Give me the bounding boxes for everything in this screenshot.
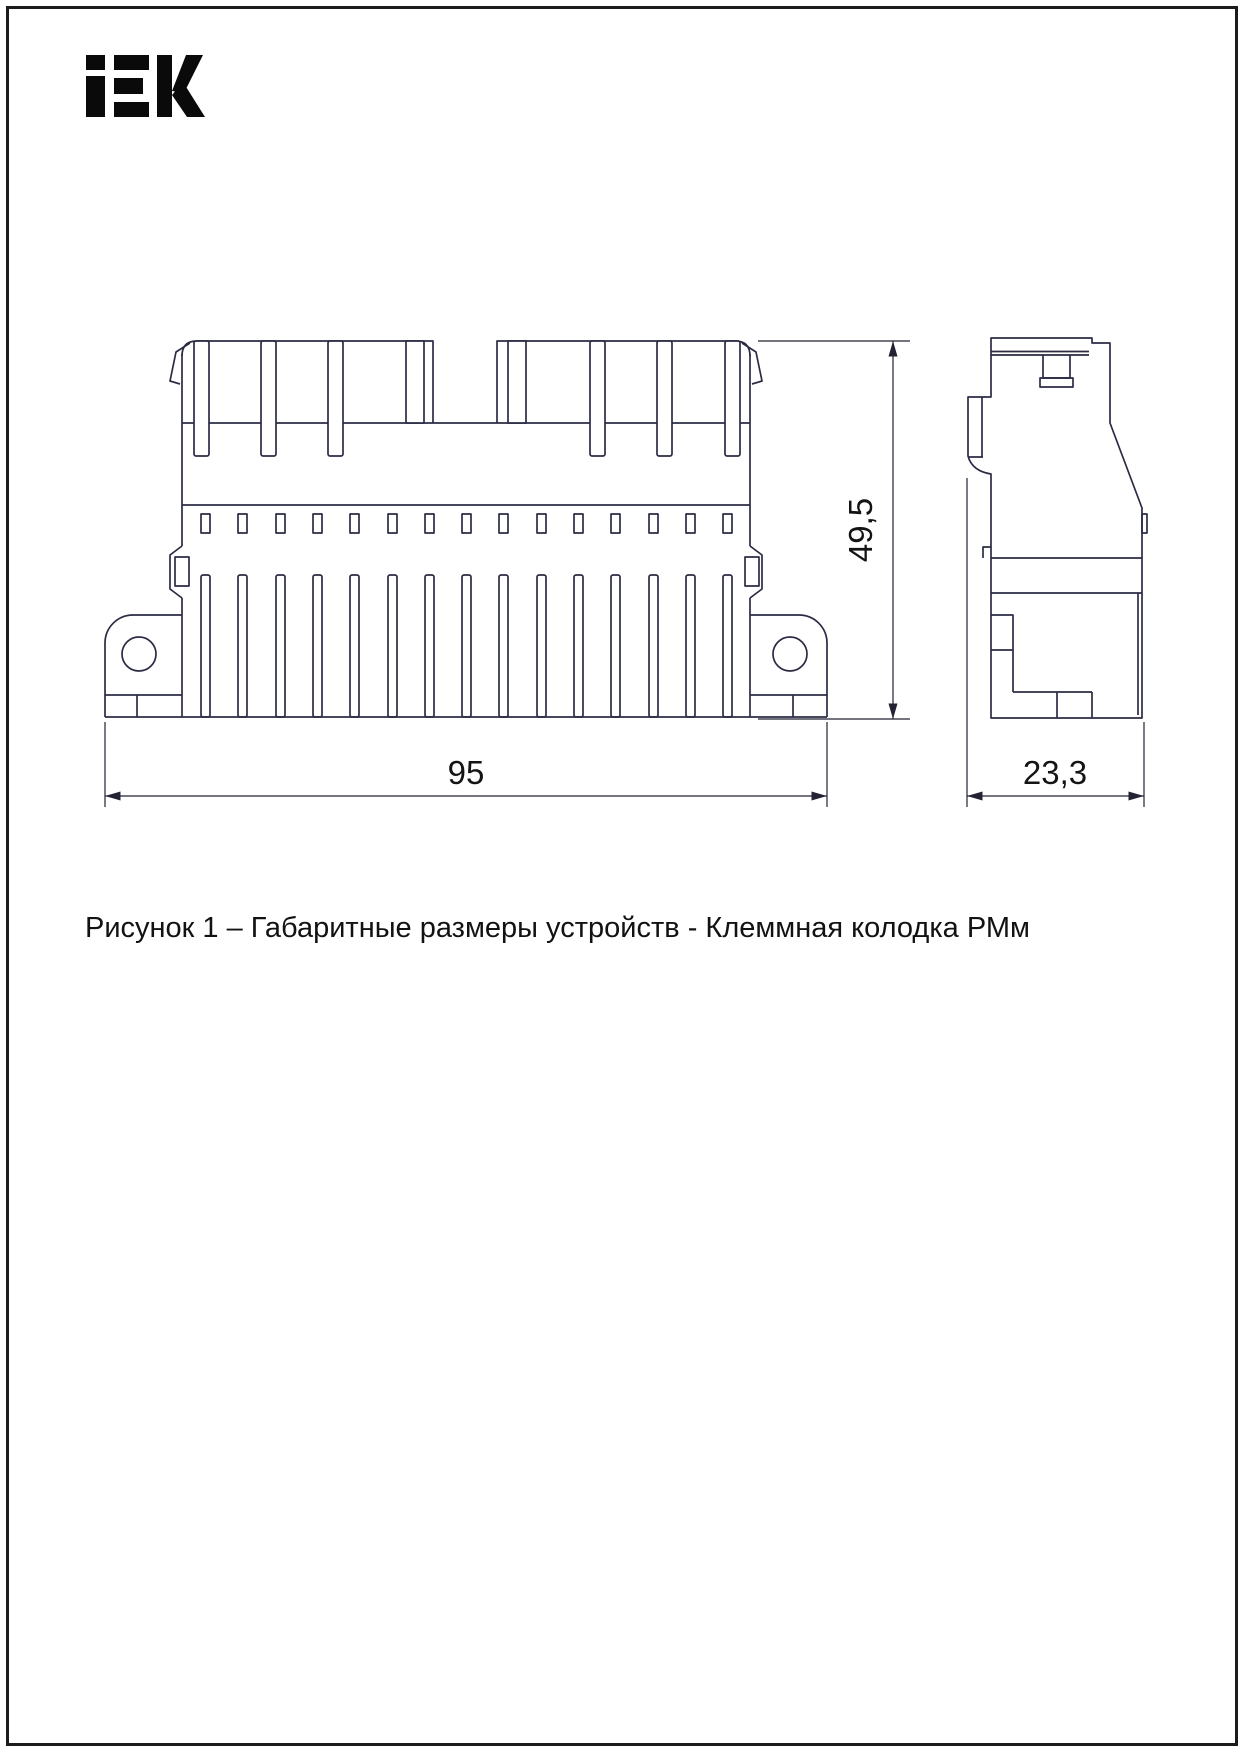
side-top-notch-lip (1040, 378, 1073, 387)
left-mounting-hole (122, 637, 156, 671)
side-left-tab (983, 547, 991, 558)
iek-logo (86, 55, 205, 117)
logo-e-bottom-bar (114, 102, 149, 117)
bottom-fins (201, 575, 732, 717)
logo-e-top-bar (114, 55, 149, 70)
logo-i-stem (86, 76, 105, 117)
body-top-right-block-edge (497, 341, 750, 423)
top-right-tab (742, 343, 762, 384)
side-mid-band (991, 558, 1142, 593)
width-dimension-label: 95 (447, 754, 485, 791)
logo-i-dot (86, 55, 105, 70)
side-foot-profile (991, 615, 1092, 718)
figure-caption: Рисунок 1 – Габаритные размеры устройств - Клеммная колодка РМм (85, 912, 1030, 944)
top-left-tab (170, 343, 190, 384)
side-right-small-tab (1142, 514, 1147, 533)
left-mounting-ear (105, 615, 182, 717)
top-slot-teeth (194, 341, 740, 456)
logo-k-stem (157, 55, 172, 117)
dimensional-drawing (0, 0, 1244, 870)
logo-e-mid-bar (114, 78, 143, 94)
terminal-windows (201, 514, 732, 533)
body-top-left-block-edge (182, 341, 433, 423)
depth-dimension-label: 23,3 (1022, 754, 1088, 791)
side-top-double-line (991, 352, 1089, 356)
height-dimension-label: 49,5 (842, 497, 879, 563)
right-mounting-hole (773, 637, 807, 671)
side-top-notch (1043, 355, 1070, 378)
logo-k-upper-leg (172, 55, 203, 93)
side-latch-left (170, 546, 189, 598)
side-view (968, 338, 1147, 718)
din-clip-inner-line (968, 397, 983, 457)
side-outline (968, 338, 1142, 718)
height-dimension (758, 341, 910, 719)
right-mounting-ear (750, 615, 827, 717)
side-latch-right (745, 546, 762, 598)
height-extension-lines (758, 341, 910, 719)
front-view (105, 341, 827, 717)
